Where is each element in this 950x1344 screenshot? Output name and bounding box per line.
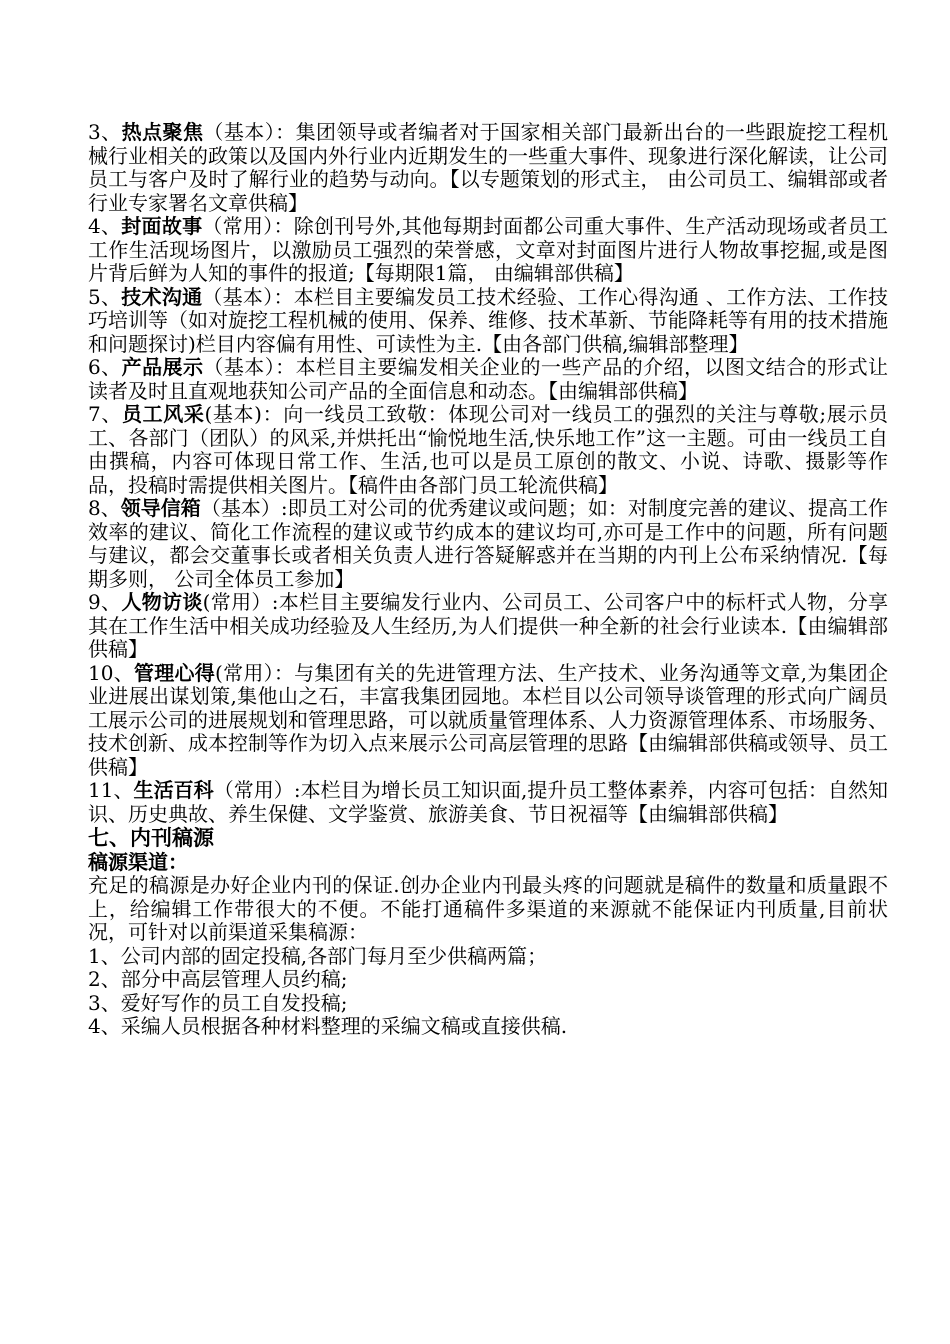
- item-title: 产品展示: [121, 355, 204, 379]
- section-subheading: 稿源渠道：: [88, 850, 188, 874]
- source-item: 3、爱好写作的员工自发投稿;: [88, 990, 348, 1015]
- item-title: 人物访谈: [121, 590, 203, 614]
- item-body: (常用）：与集团有关的先进管理方法、生产技术、业务沟通等文章,为集团企业进展出谋划策,集他山之石，丰富我集团园地。本栏目以公司领导谈管理的形式向广阔员工展示公司的进展规划和管理思路，可以就质量管理体系、人力资源管理体系、市场服务、技术创新、成本控制等作为切入点来展示公司高层管理的思路【由编辑部供稿或领导、员工供稿】: [88, 660, 888, 779]
- item-number: 9、: [88, 590, 122, 614]
- column-item: [88, 215, 888, 286]
- item-title: 技术沟通: [121, 284, 203, 309]
- item-title: 封面故事: [121, 214, 203, 238]
- item-body: （基本）:即员工对公司的优秀建议或问题；如：对制度完善的建议、提高工作效率的建议、简化工作流程的建议或节约成本的建议均可,亦可是工作中的问题，所有问题与建议，都会交董事长或者相关负责人进行答疑解惑并在当期的内刊上公布采纳情况.【每期多则， 公司全体员工参加】: [88, 496, 889, 591]
- item-number: 11、: [88, 778, 134, 802]
- section-heading: 七、内刊稿源: [88, 826, 214, 850]
- column-item: [88, 403, 888, 497]
- column-item: [88, 356, 888, 403]
- item-title: 领导信箱: [120, 496, 201, 520]
- item-number: 7、: [88, 402, 122, 426]
- source-item: 1、公司内部的固定投稿,各部门每月至少供稿两篇；: [88, 943, 548, 968]
- item-number: 5、: [88, 284, 122, 309]
- column-item: [88, 497, 888, 591]
- item-number: 10、: [88, 660, 134, 685]
- item-body: (基本)：向一线员工致敬：体现公司对一线员工的强烈的关注与尊敬;展示员工、各部门（团队）的风采,并烘托出“愉悦地生活,快乐地工作”这一主题。可由一线员工自由撰稿，内容可体现日常工作、生活,也可以是员工原创的散文、小说、诗歌、摄影等作品，投稿时需提供相关图片。【稿件由各部门员工轮流供稿】: [88, 402, 889, 497]
- item-body: （常用）：除创刊号外,其他每期封面都公司重大事件、生产活动现场或者员工工作生活现场图片，以激励员工强烈的荣誉感，文章对封面图片进行人物故事挖掘,或是图片背后鲜为人知的事件的报道;【每期限1篇， 由编辑部供稿】: [88, 214, 889, 285]
- item-body: （基本）：本栏目主要编发相关企业的一些产品的介绍，以图文结合的形式让读者及时且直观地获知公司产品的全面信息和动态。【由编辑部供稿】: [88, 355, 889, 403]
- item-number: 3、: [88, 120, 122, 144]
- source-item: 4、采编人员根据各种材料整理的采编文稿或直接供稿.: [88, 1014, 568, 1038]
- column-item: [88, 591, 888, 662]
- document-page: [88, 121, 888, 1039]
- item-number: 6、: [88, 355, 122, 379]
- item-body: （常用）:本栏目为增长员工知识面,提升员工整体素养，内容可包括：自然知识、历史典故、养生保健、文学鉴赏、旅游美食、节日祝福等【由编辑部供稿】: [88, 778, 889, 826]
- item-title: 生活百科: [133, 778, 214, 802]
- item-number: 4、: [88, 214, 122, 238]
- item-title: 管理心得: [133, 660, 216, 685]
- item-title: 热点聚焦: [121, 120, 204, 144]
- source-item: 2、部分中高层管理人员约稿;: [88, 967, 348, 991]
- column-item: [88, 121, 888, 215]
- item-body: (常用）:本栏目主要编发行业内、公司员工、公司客户中的标杆式人物，分享其在工作生活中相关成功经验及人生经历,为人们提供一种全新的社会行业读本.【由编辑部供稿】: [88, 590, 889, 661]
- item-body: （基本）：集团领导或者编者对于国家相关部门最新出台的一些跟旋挖工程机械行业相关的政策以及国内外行业内近期发生的一些重大事件、现象进行深化解读，让公司员工与客户及时了解行业的趋势与动向。【以专题策划的形式主， 由公司员工、编辑部或者行业专家署名文章供稿】: [88, 120, 889, 215]
- item-title: 员工风采: [121, 402, 205, 426]
- item-body: （基本）：本栏目主要编发员工技术经验、工作心得沟通 、工作方法、工作技巧培训等（如对旋挖工程机械的使用、保养、维修、技术革新、节能降耗等有用的技术措施和问题探讨)栏目内容偏有用性、可读性为主.【由各部门供稿,编辑部整理】: [88, 284, 889, 356]
- column-item: [88, 286, 888, 357]
- column-item: [88, 662, 888, 780]
- column-item: [88, 779, 888, 826]
- section-intro: 充足的稿源是办好企业内刊的保证.创办企业内刊最头疼的问题就是稿件的数量和质量跟不上，给编辑工作带很大的不便。不能打通稿件多渠道的来源就不能保证内刊质量,目前状况，可针对以前渠道采集稿源：: [88, 873, 888, 944]
- item-number: 8、: [88, 496, 121, 520]
